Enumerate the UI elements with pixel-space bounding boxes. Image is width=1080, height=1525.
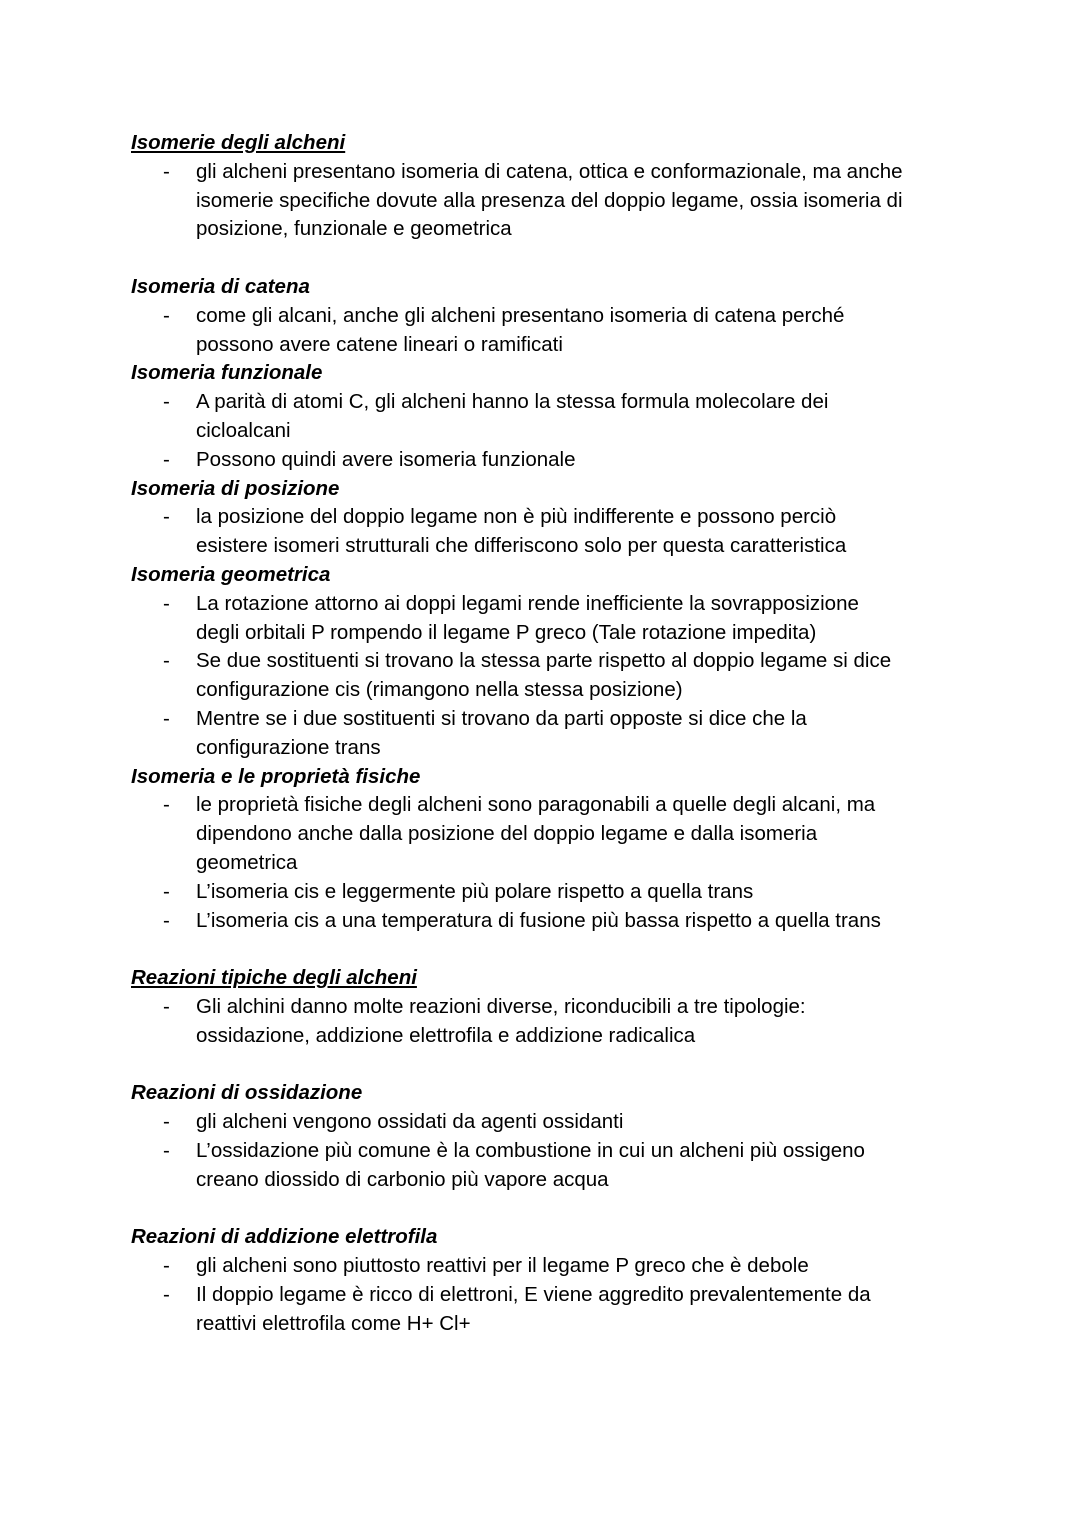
section-heading-reazioni-ossidazione: Reazioni di ossidazione <box>131 1081 363 1105</box>
bullet-text: le proprietà fisiche degli alcheni sono paragonabili a quelle degli alcani, ma <box>196 793 876 817</box>
section-heading-isomeria-geometrica: Isomeria geometrica <box>131 562 331 586</box>
bullet-item <box>131 503 980 561</box>
paragraph-gap <box>131 1051 980 1080</box>
bullet-item <box>131 878 980 907</box>
bullet-dash: - <box>163 1138 170 1162</box>
bullet-dash: - <box>163 591 170 615</box>
bullet-item <box>131 1252 980 1281</box>
bullet-item <box>131 590 980 648</box>
bullet-text: L’isomeria cis a una temperatura di fusione più bassa rispetto a quella trans <box>196 908 881 932</box>
bullet-text: La rotazione attorno ai doppi legami rende inefficiente la sovrapposizione <box>196 591 859 615</box>
section-heading-addizione-elettrofila: Reazioni di addizione elettrofila <box>131 1225 438 1249</box>
bullet-item <box>131 302 980 360</box>
section-heading-isomerie-alcheni: Isomerie degli alcheni <box>131 131 346 154</box>
bullet-text: Mentre se i due sostituenti si trovano da parti opposte si dice che la <box>196 706 807 730</box>
section-heading-proprieta-fisiche: Isomeria e le proprietà fisiche <box>131 764 421 788</box>
bullet-text: A parità di atomi C, gli alcheni hanno la stessa formula molecolare dei <box>196 390 829 414</box>
bullet-text: cicloalcani <box>196 418 291 442</box>
bullet-dash: - <box>163 159 170 183</box>
paragraph-gap <box>131 244 980 273</box>
section-heading-isomeria-posizione: Isomeria di posizione <box>131 476 340 500</box>
bullet-item <box>131 993 980 1051</box>
bullet-dash: - <box>163 793 170 817</box>
bullet-item <box>131 446 980 475</box>
bullet-dash: - <box>163 706 170 730</box>
bullet-text: gli alcheni presentano isomeria di catena, ottica e conformazionale, ma anche <box>196 159 903 183</box>
bullet-item <box>131 1137 980 1195</box>
bullet-text: Gli alchini danno molte reazioni diverse, riconducibili a tre tipologie: <box>196 994 806 1018</box>
bullet-text: Il doppio legame è ricco di elettroni, E viene aggredito prevalentemente da <box>196 1282 871 1306</box>
bullet-text: L’isomeria cis e leggermente più polare rispetto a quella trans <box>196 879 754 903</box>
bullet-text: geometrica <box>196 850 298 874</box>
bullet-item <box>131 158 980 244</box>
bullet-dash: - <box>163 505 170 529</box>
bullet-text: isomerie specifiche dovute alla presenza del doppio legame, ossia isomeria di <box>196 188 903 212</box>
bullet-item <box>131 907 980 936</box>
bullet-text: ossidazione, addizione elettrofila e addizione radicalica <box>196 1023 696 1047</box>
paragraph-gap <box>131 1194 980 1223</box>
bullet-dash: - <box>163 879 170 903</box>
bullet-dash: - <box>163 1254 170 1278</box>
section-heading-isomeria-catena: Isomeria di catena <box>131 274 310 298</box>
bullet-dash: - <box>163 649 170 673</box>
section-heading-reazioni-tipiche: Reazioni tipiche degli alcheni <box>131 966 417 990</box>
bullet-item <box>131 1281 980 1339</box>
bullet-text: come gli alcani, anche gli alcheni presentano isomeria di catena perché <box>196 303 845 327</box>
bullet-text: possono avere catene lineari o ramificati <box>196 332 563 356</box>
bullet-item <box>131 1108 980 1137</box>
bullet-dash: - <box>163 1110 170 1134</box>
section-heading-isomeria-funzionale: Isomeria funzionale <box>131 361 323 385</box>
bullet-dash: - <box>163 908 170 932</box>
bullet-dash: - <box>163 390 170 414</box>
bullet-text: creano diossido di carbonio più vapore acqua <box>196 1167 609 1191</box>
bullet-text: configurazione cis (rimangono nella stessa posizione) <box>196 678 683 702</box>
bullet-text: posizione, funzionale e geometrica <box>196 217 512 241</box>
bullet-text: L’ossidazione più comune è la combustione in cui un alcheni più ossigeno <box>196 1138 865 1162</box>
bullet-dash: - <box>163 447 170 471</box>
paragraph-gap <box>131 935 980 964</box>
bullet-dash: - <box>163 1282 170 1306</box>
bullet-item <box>131 388 980 446</box>
bullet-text: dipendono anche dalla posizione del doppio legame e dalla isomeria <box>196 822 818 846</box>
bullet-text: la posizione del doppio legame non è più indifferente e possono perciò <box>196 505 837 529</box>
bullet-text: gli alcheni sono piuttosto reattivi per il legame P greco che è debole <box>196 1254 809 1278</box>
bullet-dash: - <box>163 303 170 327</box>
bullet-dash: - <box>163 994 170 1018</box>
bullet-text: Se due sostituenti si trovano la stessa parte rispetto al doppio legame si dice <box>196 649 892 673</box>
bullet-text: configurazione trans <box>196 735 381 759</box>
bullet-item <box>131 705 980 763</box>
bullet-text: reattivi elettrofila come H+ Cl+ <box>196 1311 471 1335</box>
bullet-text: Possono quindi avere isomeria funzionale <box>196 447 576 471</box>
bullet-text: degli orbitali P rompendo il legame P greco (Tale rotazione impedita) <box>196 620 817 644</box>
bullet-item <box>131 791 980 877</box>
bullet-text: gli alcheni vengono ossidati da agenti ossidanti <box>196 1110 624 1134</box>
bullet-item <box>131 647 980 705</box>
bullet-text: esistere isomeri strutturali che differiscono solo per questa caratteristica <box>196 534 847 558</box>
